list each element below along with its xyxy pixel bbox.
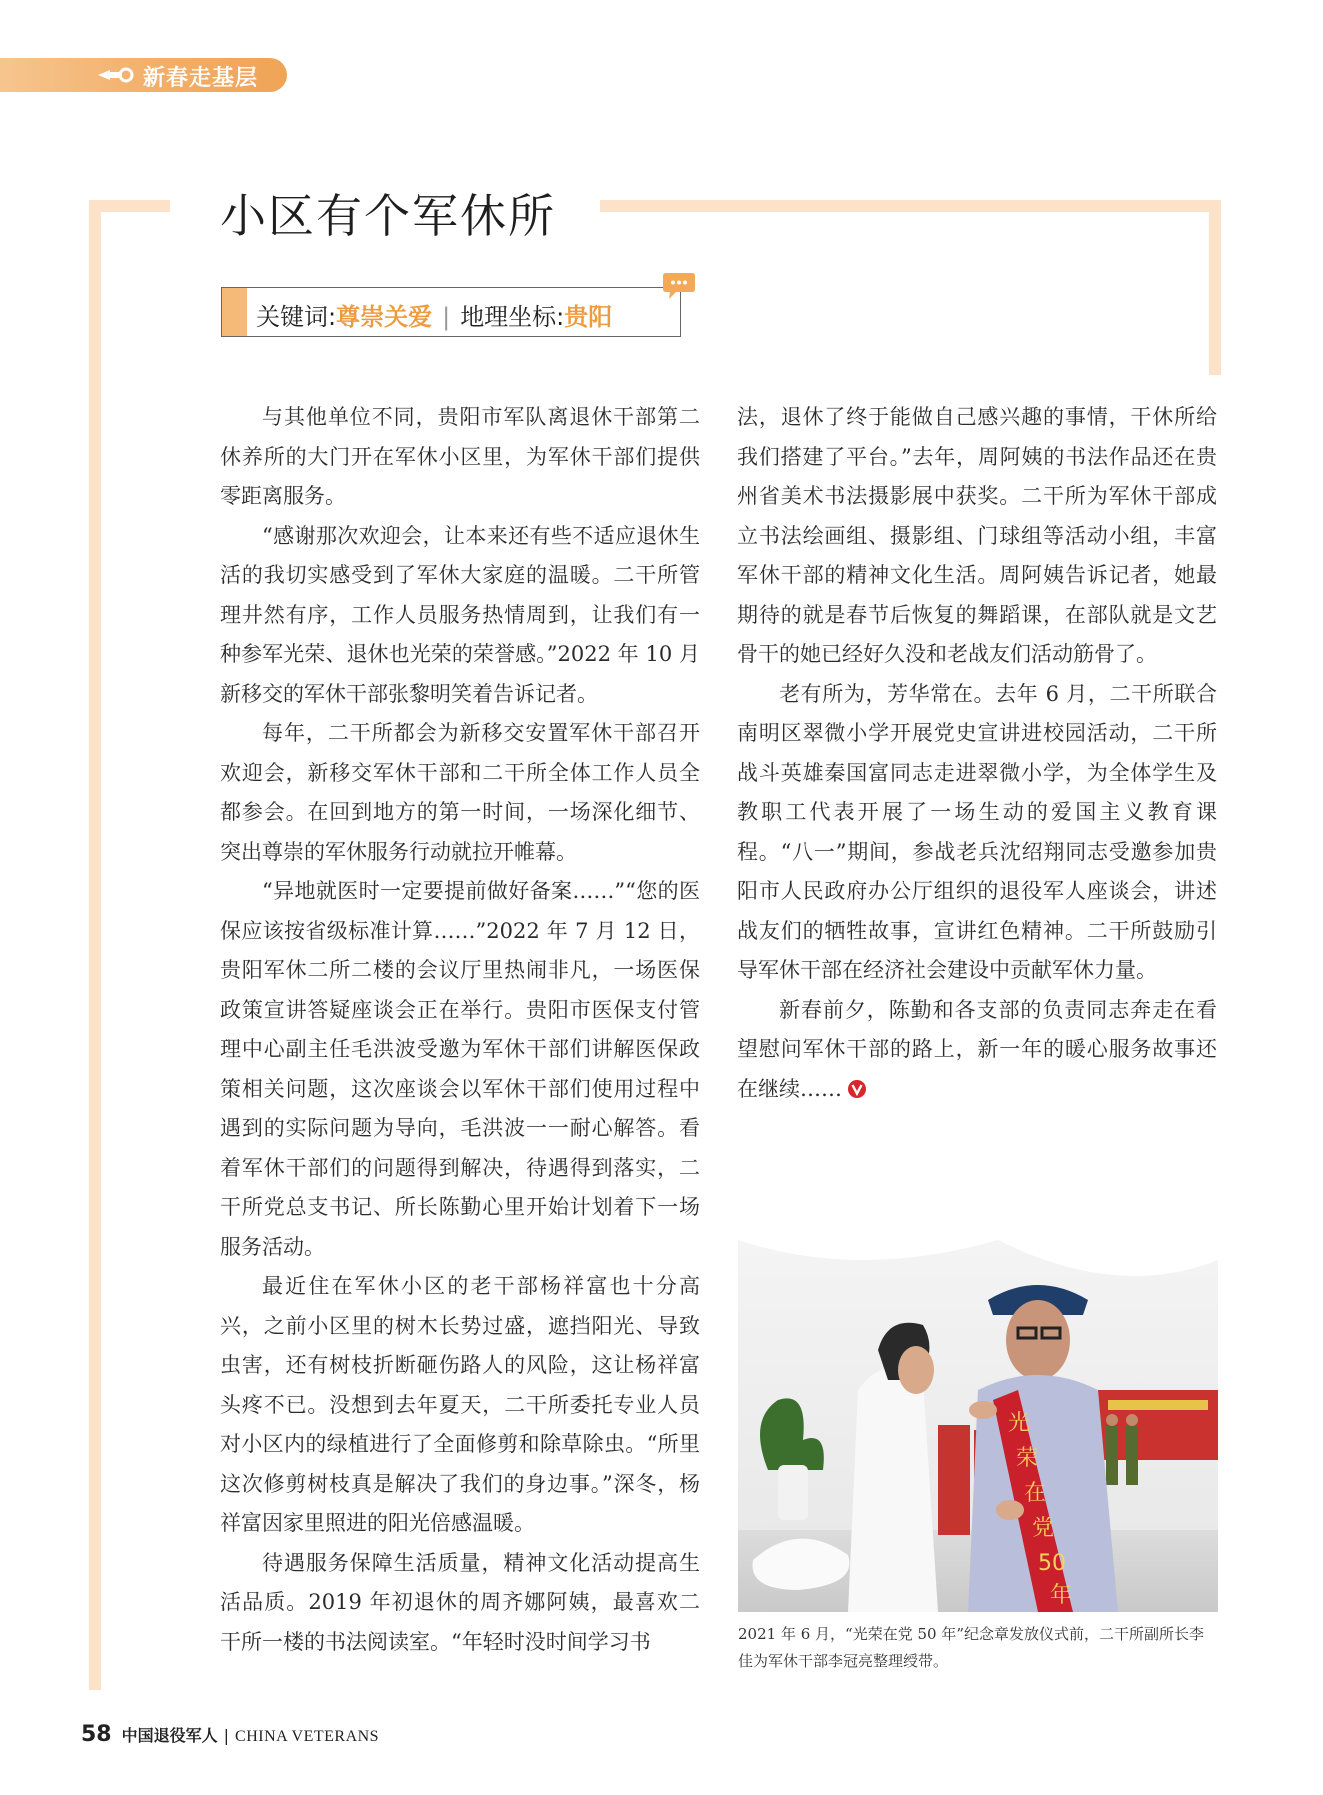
paragraph: 老有所为，芳华常在。去年 6 月，二干所联合南明区翠微小学开展党史宣讲进校园活动，二干所战斗英雄秦国富同志走进翠微小学，为全体学生及教职工代表开展了一场生动的爱国主义教育课程。“八一”期间，参战老兵沈绍翔同志受邀参加贵阳市人民政府办公厅组织的退役军人座谈会，讲述战友们的牺牲故事，宣讲红色精神。二干所鼓励引导军休干部在经济社会建设中贡献军休力量。 xyxy=(737,681,1217,982)
page-footer xyxy=(81,1722,379,1747)
frame-left-bar xyxy=(89,200,101,1690)
keyword-separator: | xyxy=(442,303,451,331)
keyword-box xyxy=(221,287,681,337)
paragraph-text: 新春前夕，陈勤和各支部的负责同志奔走在看望慰问军休干部的路上，新一年的暖心服务故事还在继续…… xyxy=(737,997,1217,1101)
page-number: 58 xyxy=(81,1722,112,1747)
bugle-icon xyxy=(96,64,136,86)
article-title: 小区有个军休所 xyxy=(220,189,556,243)
sash-char-5: 50 xyxy=(1038,1551,1066,1576)
paragraph: 最近住在军休小区的老干部杨祥富也十分高兴，之前小区里的树木长势过盛，遮挡阳光、导致虫害，还有树枝折断砸伤路人的风险，这让杨祥富头疼不已。没想到去年夏天，二干所委托专业人员对小区内的绿植进行了全面修剪和除草除虫。“所里这次修剪树枝真是解决了我们的身边事。”深冬，杨祥富因家里照进的阳光倍感温暖。 xyxy=(220,1274,700,1535)
sash-char-3: 在 xyxy=(1024,1481,1047,1506)
frame-right-bar xyxy=(1209,200,1221,375)
paragraph-continuation: 法，退休了终于能做自己感兴趣的事情，干休所给我们搭建了平台。”去年，周阿姨的书法作品还在贵州省美术书法摄影展中获奖。二干所为军休干部成立书法绘画组、摄影组、门球组等活动小组，丰富军休干部的精神文化生活。周阿姨告诉记者，她最期待的就是春节后恢复的舞蹈课，在部队就是文艺骨干的她已经好久没和老战友们活动筋骨了。 xyxy=(737,405,1217,666)
v-end-mark-icon xyxy=(848,1080,866,1098)
paragraph: 每年，二干所都会为新移交安置军休干部召开欢迎会，新移交军休干部和二干所全体工作人员全都参会。在回到地方的第一时间，一场深化细节、突出尊崇的军休服务行动就拉开帷幕。 xyxy=(220,721,700,864)
paragraph: “感谢那次欢迎会，让本来还有些不适应退休生活的我切实感受到了军休大家庭的温暖。二干所管理井然有序，工作人员服务热情周到，让我们有一种参军光荣、退休也光荣的荣誉感。”2022 年 10 月新移交的军休干部张黎明笑着告诉记者。 xyxy=(220,523,700,706)
paragraph: “异地就医时一定要提前做好备案……”“您的医保应该按省级标准计算……”2022 年 7 月 12 日，贵阳军休二所二楼的会议厅里热闹非凡，一场医保政策宣讲答疑座谈会正在举行。贵阳市医保支付管理中心副主任毛洪波受邀为军休干部们讲解医保政策相关问题，这次座谈会以军休干部们使用过程中遇到的实际问题为导向，毛洪波一一耐心解答。看着军休干部们的问题得到解决，待遇得到落实，二干所党总支书记、所长陈勤心里开始计划着下一场服务活动。 xyxy=(220,879,700,1259)
footer-divider: | xyxy=(223,1726,230,1745)
keyword-accent-bar xyxy=(222,288,247,336)
keyword-label: 关键词: xyxy=(256,303,337,331)
paragraph-last xyxy=(737,991,1217,1110)
keyword-value: 尊崇关爱 xyxy=(336,303,433,331)
photo-illustration xyxy=(738,1240,1218,1612)
sash-char-1: 光 xyxy=(1008,1411,1031,1436)
sash-char-6: 年 xyxy=(1050,1583,1073,1608)
magazine-name-en: CHINA VETERANS xyxy=(235,1728,380,1745)
photo-caption: 2021 年 6 月，“光荣在党 50 年”纪念章发放仪式前，二干所副所长李佳为军休干部李冠亮整理绶带。 xyxy=(738,1625,1204,1670)
location-label: 地理坐标: xyxy=(460,303,565,331)
location-value: 贵阳 xyxy=(564,303,613,331)
sash-char-2: 荣 xyxy=(1016,1446,1039,1471)
article-photo xyxy=(738,1240,1218,1612)
section-tab-label: 新春走基层 xyxy=(143,66,259,91)
paragraph: 与其他单位不同，贵阳市军队离退休干部第二休养所的大门开在军休小区里，为军休干部们提供零距离服务。 xyxy=(220,405,700,508)
keyword-line xyxy=(256,297,612,332)
section-tab xyxy=(0,58,287,92)
frame-top-right-bar xyxy=(600,200,1221,212)
frame-top-left-bar xyxy=(89,200,170,212)
magazine-name: 中国退役军人 xyxy=(121,1726,218,1745)
article-column-left xyxy=(220,398,700,1662)
paragraph: 待遇服务保障生活质量，精神文化活动提高生活品质。2019 年初退休的周齐娜阿姨，最喜欢二干所一楼的书法阅读室。“年轻时没时间学习书 xyxy=(220,1550,700,1654)
chat-bubble-icon xyxy=(662,271,696,301)
article-column-right xyxy=(737,398,1217,1109)
sash-char-4: 党 xyxy=(1032,1516,1055,1541)
